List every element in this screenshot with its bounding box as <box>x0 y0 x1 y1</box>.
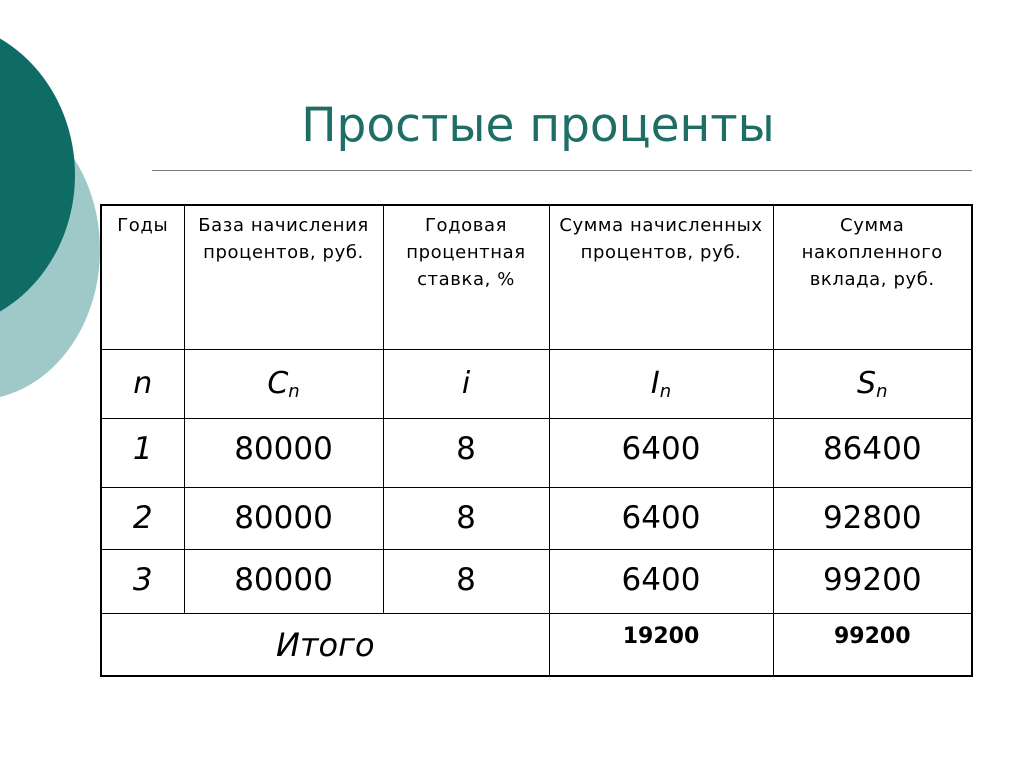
header-cell-years: Годы <box>101 205 184 349</box>
table-row <box>101 487 972 549</box>
table-cell-rate: 8 <box>383 418 549 487</box>
header-cell-rate: Годовая процентная ставка, % <box>383 205 549 349</box>
symbol-cell-c <box>184 349 383 418</box>
total-deposit: 99200 <box>773 613 972 676</box>
symbol-subscript: n <box>659 380 672 402</box>
table-cell-interest: 6400 <box>549 418 773 487</box>
table-cell-rate: 8 <box>383 487 549 549</box>
table-cell-deposit: 92800 <box>773 487 972 549</box>
slide-title: Простые проценты <box>301 98 775 153</box>
symbol-text: i <box>461 365 471 401</box>
table-cell-year: 2 <box>101 487 184 549</box>
header-cell-deposit: Сумма накопленного вклада, руб. <box>773 205 972 349</box>
symbol-cell-i <box>383 349 549 418</box>
table-row <box>101 549 972 613</box>
symbol-cell-in <box>549 349 773 418</box>
header-cell-base: База начисления процентов, руб. <box>184 205 383 349</box>
symbol-text: S <box>857 365 877 401</box>
table-cell-year: 1 <box>101 418 184 487</box>
table-cell-interest: 6400 <box>549 549 773 613</box>
table-cell-deposit: 99200 <box>773 549 972 613</box>
symbol-text: n <box>133 365 153 401</box>
total-interest: 19200 <box>549 613 773 676</box>
table-row <box>101 418 972 487</box>
table-cell-deposit: 86400 <box>773 418 972 487</box>
symbol-subscript: n <box>876 380 888 402</box>
table-cell-base: 80000 <box>184 549 383 613</box>
table-cell-base: 80000 <box>184 418 383 487</box>
symbol-cell-n <box>101 349 184 418</box>
symbol-text: I <box>650 365 660 401</box>
title-divider <box>152 170 972 171</box>
total-label: Итого <box>101 613 549 676</box>
table-total-row <box>101 613 972 676</box>
table-cell-year: 3 <box>101 549 184 613</box>
symbol-subscript: n <box>288 380 300 402</box>
header-cell-interest: Сумма начисленных процентов, руб. <box>549 205 773 349</box>
table-header-row <box>101 205 972 349</box>
symbol-cell-s <box>773 349 972 418</box>
table-symbol-row <box>101 349 972 418</box>
table-cell-rate: 8 <box>383 549 549 613</box>
table-cell-interest: 6400 <box>549 487 773 549</box>
table-cell-base: 80000 <box>184 487 383 549</box>
interest-table <box>100 204 973 677</box>
symbol-text: C <box>267 365 289 401</box>
